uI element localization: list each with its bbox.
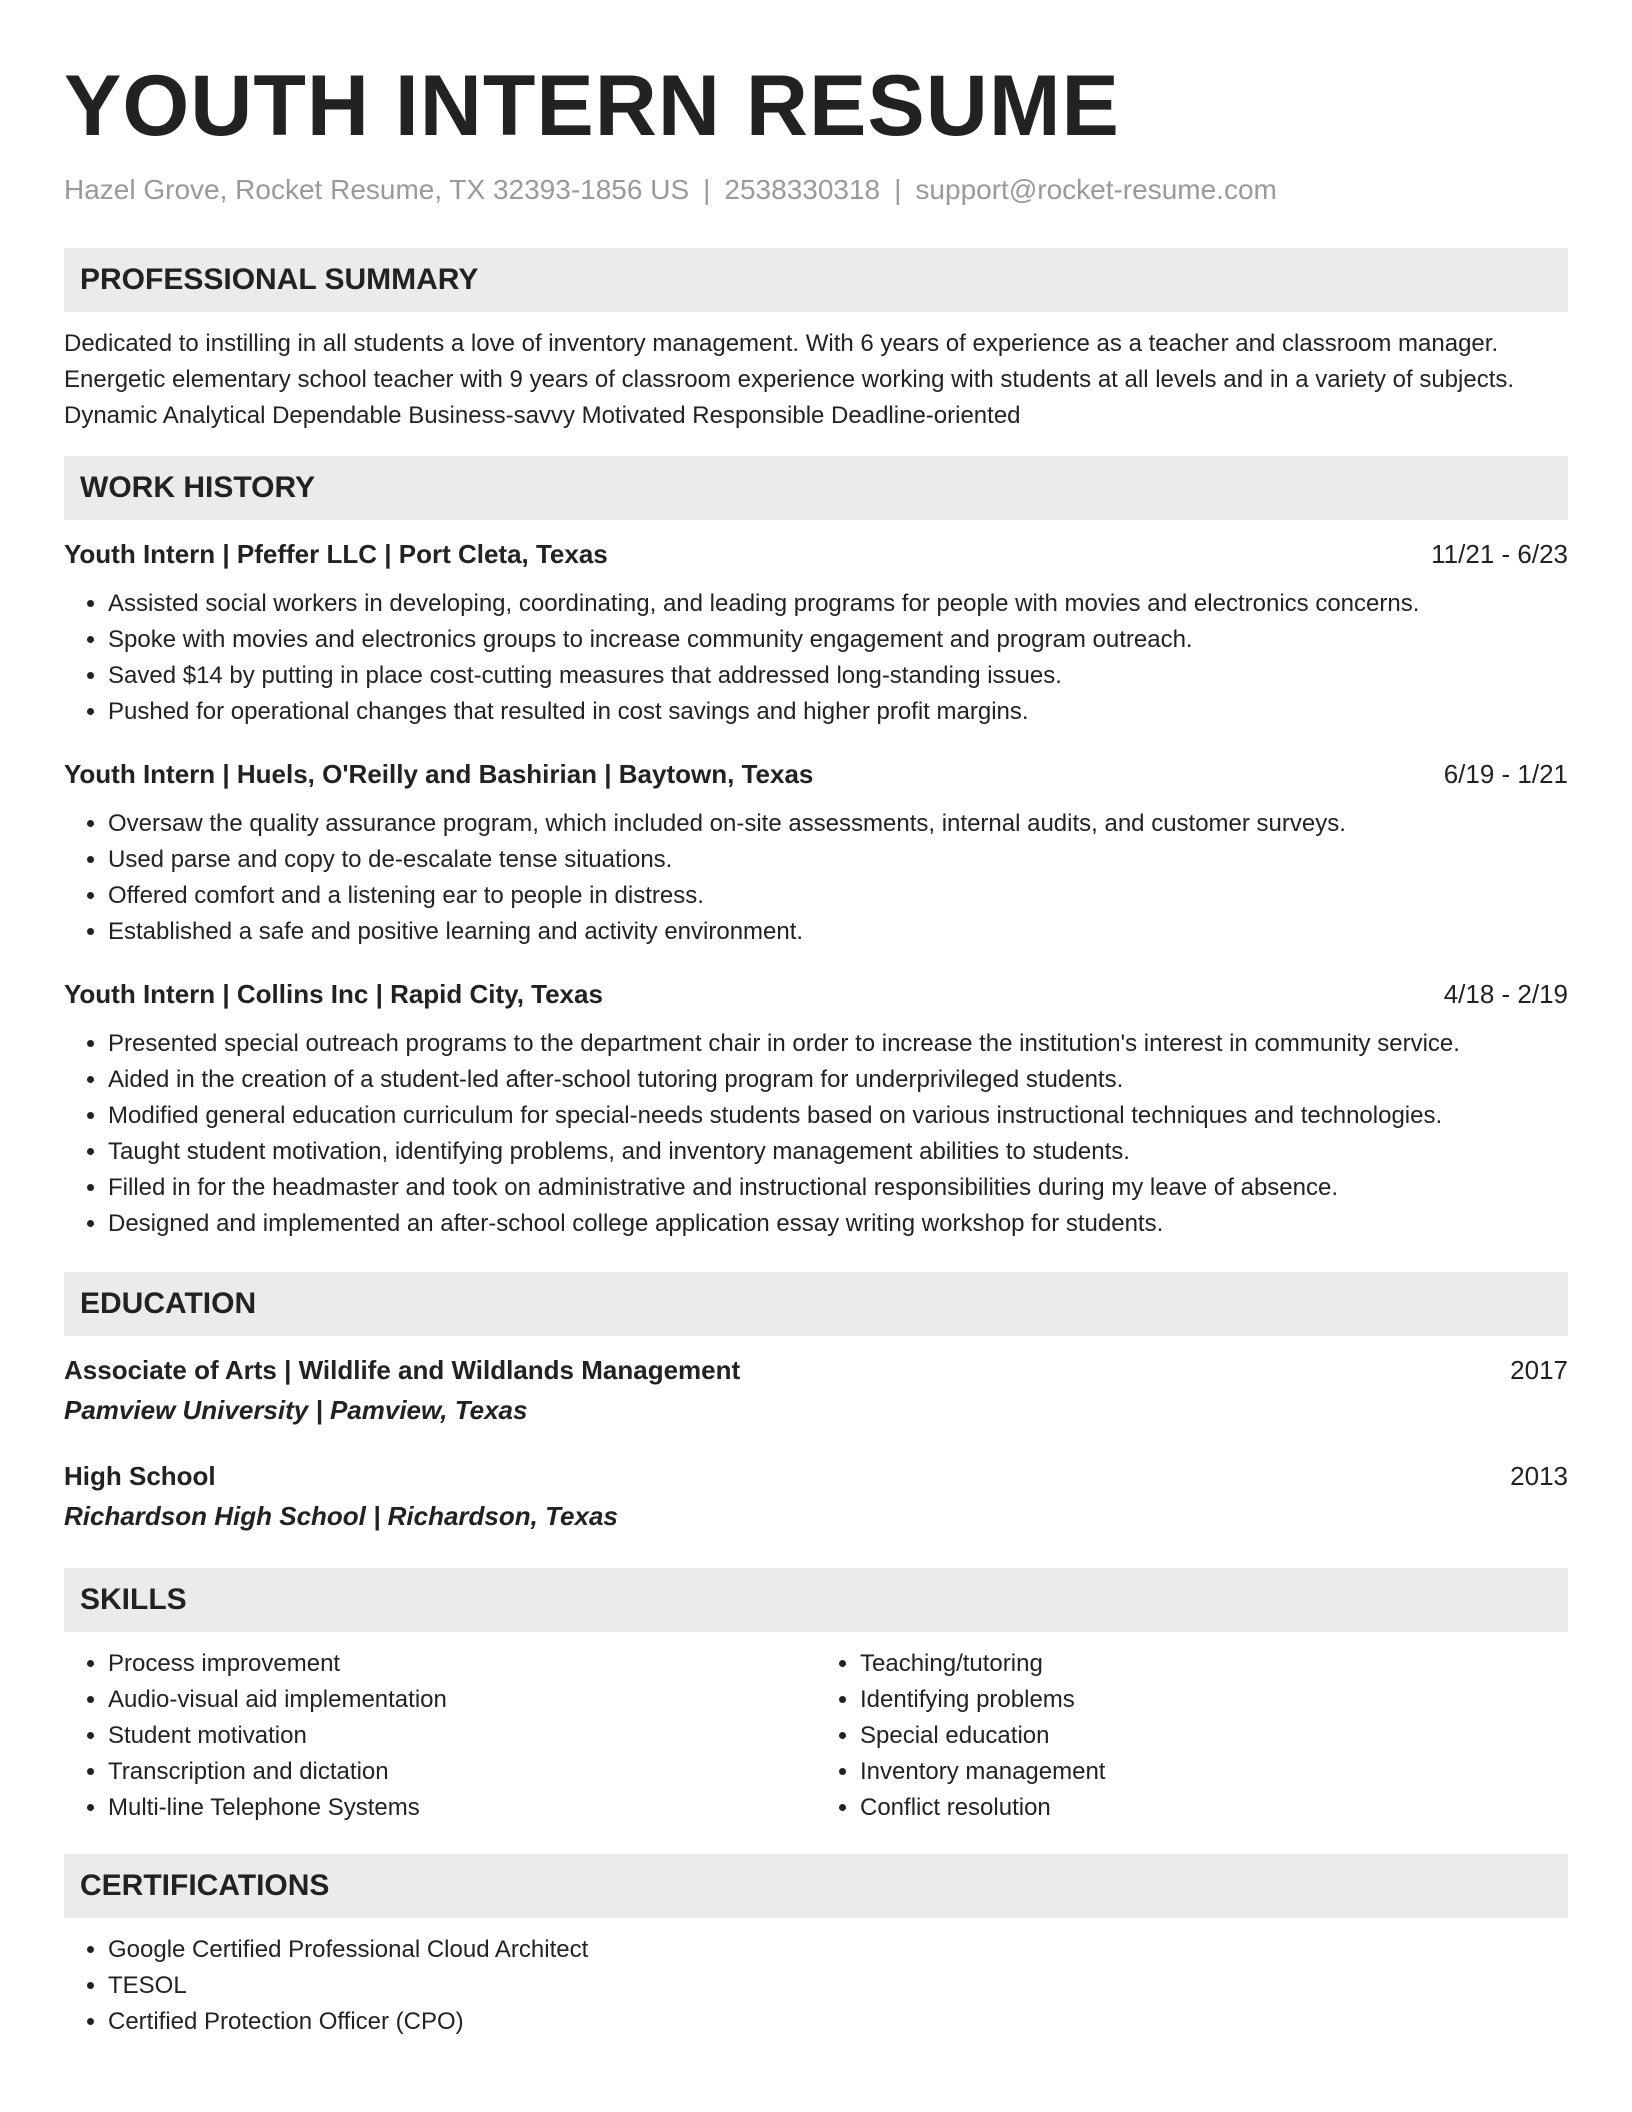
education-degree: Associate of Arts | Wildlife and Wildlands Management: [64, 1355, 741, 1385]
resume-title: YOUTH INTERN RESUME: [64, 58, 1120, 154]
skills-columns: [64, 1632, 1568, 1826]
job-header: [64, 536, 1568, 572]
skill-item: • Audio-visual aid implementation: [108, 1682, 816, 1718]
skill-item: • Student motivation: [108, 1718, 816, 1754]
skill-item: • Transcription and dictation: [108, 1754, 816, 1790]
job-dates: 4/18 - 2/19: [1443, 979, 1568, 1009]
job-bullet: • Saved $14 by putting in place cost-cutting measures that addressed long-standing issues.: [108, 658, 1568, 694]
contact-separator: |: [703, 174, 711, 205]
job-bullet: • Modified general education curriculum for special-needs students based on various instructional techniques and technologies.: [108, 1098, 1568, 1134]
certification-item: • TESOL: [108, 1968, 1568, 2004]
skill-item: • Process improvement: [108, 1646, 816, 1682]
job-entry: [64, 536, 1568, 730]
education-header: [64, 1458, 1568, 1494]
job-entry: [64, 756, 1568, 950]
section-header-education: EDUCATION: [64, 1272, 1568, 1336]
job-entry: [64, 976, 1568, 1242]
skills-list-left: [64, 1646, 816, 1826]
section-header-skills: SKILLS: [64, 1568, 1568, 1632]
job-bullet: • Assisted social workers in developing, coordinating, and leading programs for people with movies and electronics concerns.: [108, 586, 1568, 622]
job-bullet: • Taught student motivation, identifying problems, and inventory management abilities to students.: [108, 1134, 1568, 1170]
contact-separator: |: [894, 174, 902, 205]
job-title: Youth Intern | Pfeffer LLC | Port Cleta, Texas: [64, 539, 608, 569]
education-degree: High School: [64, 1461, 216, 1491]
job-header: [64, 976, 1568, 1012]
skills-list-right: [816, 1646, 1568, 1826]
job-bullet: • Established a safe and positive learning and activity environment.: [108, 914, 1568, 950]
job-bullet: • Pushed for operational changes that resulted in cost savings and higher profit margins.: [108, 694, 1568, 730]
skill-item: • Multi-line Telephone Systems: [108, 1790, 816, 1826]
skill-item: • Conflict resolution: [860, 1790, 1568, 1826]
certification-item: • Certified Protection Officer (CPO): [108, 2004, 1568, 2040]
education-school: Pamview University | Pamview, Texas: [64, 1395, 528, 1425]
job-bullet: • Aided in the creation of a student-led after-school tutoring program for underprivileged students.: [108, 1062, 1568, 1098]
job-bullets: [64, 1026, 1568, 1242]
job-title: Youth Intern | Collins Inc | Rapid City, Texas: [64, 979, 603, 1009]
job-bullet: • Spoke with movies and electronics groups to increase community engagement and program outreach.: [108, 622, 1568, 658]
education-header: [64, 1352, 1568, 1388]
education-entry: [64, 1352, 1568, 1428]
contact-email: support@rocket-resume.com: [915, 174, 1277, 205]
education-year: 2013: [1510, 1461, 1568, 1491]
contact-line: [64, 170, 1568, 210]
job-header: [64, 756, 1568, 792]
certifications-list: [64, 1932, 1568, 2040]
job-bullets: [64, 806, 1568, 950]
job-bullet: • Offered comfort and a listening ear to people in distress.: [108, 878, 1568, 914]
skill-item: • Inventory management: [860, 1754, 1568, 1790]
education-school: Richardson High School | Richardson, Texas: [64, 1501, 618, 1531]
section-header-certifications: CERTIFICATIONS: [64, 1854, 1568, 1918]
job-title: Youth Intern | Huels, O'Reilly and Bashirian | Baytown, Texas: [64, 759, 814, 789]
job-bullet: • Oversaw the quality assurance program, which included on-site assessments, internal audits, and customer surveys.: [108, 806, 1568, 842]
job-bullets: [64, 586, 1568, 730]
section-header-work-history: WORK HISTORY: [64, 456, 1568, 520]
job-bullet: • Presented special outreach programs to the department chair in order to increase the institution's interest in community service.: [108, 1026, 1568, 1062]
certification-item: • Google Certified Professional Cloud Architect: [108, 1932, 1568, 1968]
education-entry: [64, 1458, 1568, 1534]
contact-phone: 2538330318: [724, 174, 881, 205]
skill-item: • Teaching/tutoring: [860, 1646, 1568, 1682]
job-bullet: • Designed and implemented an after-school college application essay writing workshop for students.: [108, 1206, 1568, 1242]
job-bullet: • Used parse and copy to de-escalate tense situations.: [108, 842, 1568, 878]
summary-text: Dedicated to instilling in all students a love of inventory management. With 6 years of experience as a teacher and classroom manager. Energetic elementary school teacher with 9 years of classroom experience working with students at all levels and in a variety of subjects. Dynamic Analytical Dependable Business-savvy Motivated Responsible Deadline-oriented: [64, 330, 1515, 429]
job-dates: 6/19 - 1/21: [1443, 759, 1568, 789]
section-header-summary: PROFESSIONAL SUMMARY: [64, 248, 1568, 312]
skill-item: • Identifying problems: [860, 1682, 1568, 1718]
contact-address: Hazel Grove, Rocket Resume, TX 32393-1856 US: [64, 174, 690, 205]
education-year: 2017: [1510, 1355, 1568, 1385]
job-bullet: • Filled in for the headmaster and took on administrative and instructional responsibilities during my leave of absence.: [108, 1170, 1568, 1206]
skill-item: • Special education: [860, 1718, 1568, 1754]
job-dates: 11/21 - 6/23: [1431, 539, 1568, 569]
